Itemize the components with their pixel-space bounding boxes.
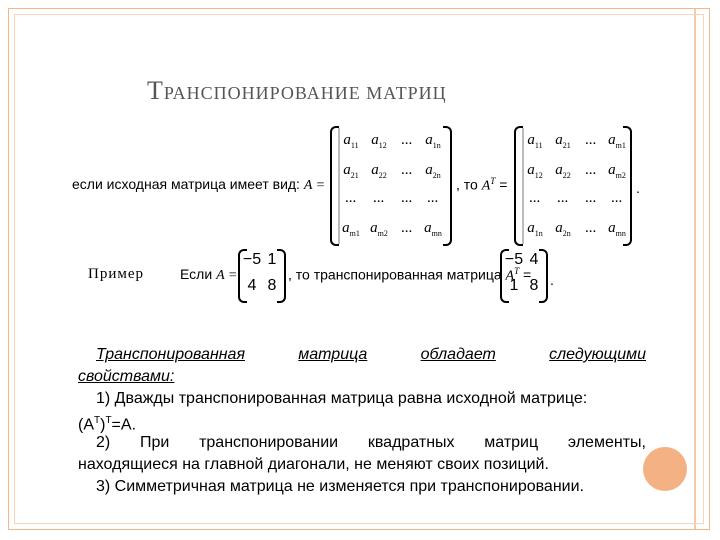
example-matrix-at-cell: −5 [504,251,524,268]
example-matrix-a-cell: 4 [247,277,257,294]
definition-then: , то $A^T$ = [456,176,508,194]
matrix-a-cell: $a_{12}$ [371,132,387,150]
matrix-at-cell: ... [585,162,597,178]
example-matrix-a-cell: −5 [242,251,262,268]
property-1-line-1: 1) Дважды транспонированная матрица равна исходной матрице: [96,390,588,407]
definition-period: . [636,180,640,196]
matrix-a-cell: $a_{m1}$ [342,220,360,238]
matrix-at-cell: ... [585,190,597,206]
matrix-at-cell: $a_{12}$ [527,162,543,180]
matrix-a-general [330,126,452,246]
example-matrix-at-cell: 1 [509,277,519,294]
matrix-at-cell: ... [557,190,569,206]
matrix-a-cell: $a_{21}$ [343,162,359,180]
matrix-at-cell: ... [585,132,597,148]
matrix-at-cell: $a_{1n}$ [527,220,543,238]
matrix-a-cell: ... [373,190,385,206]
matrix-at-cell: ... [611,190,623,206]
property-3: 3) Симметричная матрица не изменяется при транспонировании. [96,478,584,495]
matrix-a-cell: ... [401,220,413,236]
matrix-a-cell: $a_{2n}$ [425,162,441,180]
property-1-line-2: $(A^T)^T=A$. [78,415,137,434]
matrix-at-cell: ... [585,220,597,236]
decorative-circle [643,447,687,491]
property-2-line-2: находящиеся на главной диагонали, не меняют своих позиций. [78,456,549,473]
example-matrix-at-cell: 4 [529,251,539,268]
matrix-at-cell: $a_{21}$ [555,132,571,150]
matrix-a-cell: $a_{11}$ [343,132,359,150]
example-then: , то транспонированная матрица $A^T$ = [288,266,532,284]
matrix-a-cell: $a_{m2}$ [370,220,388,238]
example-matrix-a-cell: 8 [267,277,277,294]
matrix-a-cell: $a_{mn}$ [424,220,442,238]
example-matrix-a-cell: 1 [267,251,277,268]
properties-intro: Транспонированная матрица обладает следующими [96,346,646,363]
matrix-a-cell: ... [345,190,357,206]
matrix-a-cell: ... [401,190,413,206]
matrix-a-cell: ... [427,190,439,206]
example-label: Пример [88,266,145,282]
property-2-line-1: 2) При транспонировании квадратных матриц элементы, [96,434,646,451]
matrix-a-example [238,249,286,303]
matrix-at-cell: $a_{2n}$ [555,220,571,238]
example-matrix-at-cell: 8 [529,277,539,294]
matrix-a-cell: $a_{1n}$ [425,132,441,150]
matrix-a-cell: ... [401,162,413,178]
definition-lead: если исходная матрица имеет вид: A = [72,176,326,193]
matrix-at-cell: ... [529,190,541,206]
matrix-at-cell: $a_{m2}$ [608,162,626,180]
matrix-at-general [514,126,632,246]
slide-title: ТРАНСПОНИРОВАНИЕ МАТРИЦ [147,76,447,105]
matrix-at-cell: $a_{11}$ [527,132,543,150]
matrix-at-cell: $a_{mn}$ [608,220,626,238]
matrix-at-cell: $a_{22}$ [555,162,571,180]
properties-intro-end: свойствами: [78,368,175,385]
matrix-at-cell: $a_{m1}$ [608,132,626,150]
matrix-at-example [500,249,548,303]
example-if: Если A = [180,266,238,283]
matrix-a-cell: $a_{22}$ [371,162,387,180]
matrix-a-cell: ... [401,132,413,148]
example-period: . [550,272,554,288]
